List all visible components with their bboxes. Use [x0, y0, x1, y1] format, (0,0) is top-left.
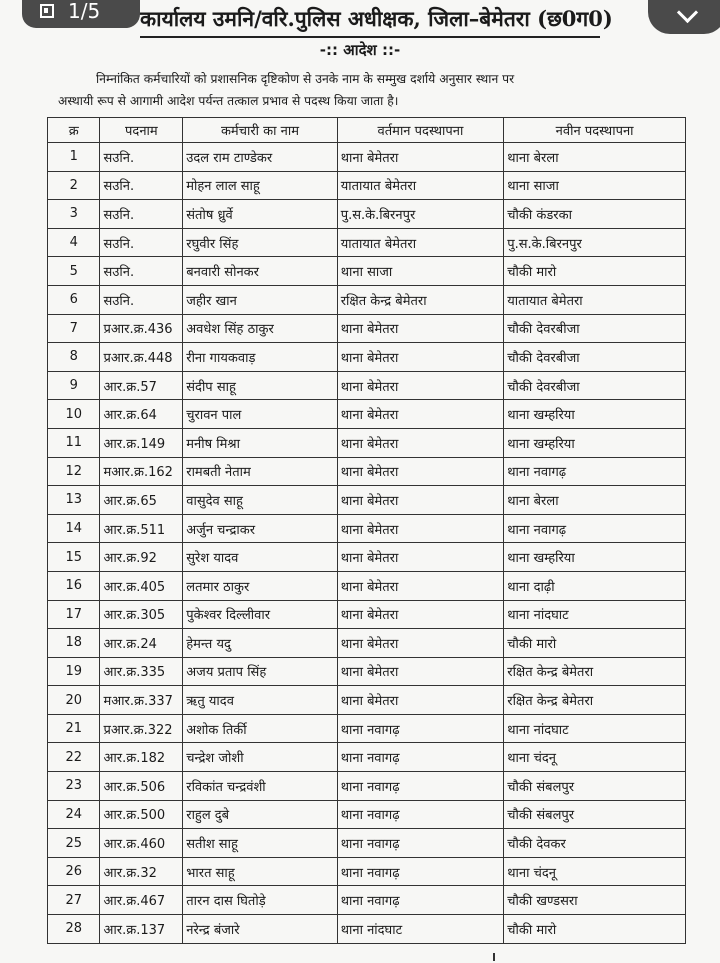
- current-posting-cell: रक्षित केन्द्र बेमेतरा: [337, 285, 504, 314]
- employee-name-cell: उदल राम टाण्डेकर: [183, 143, 337, 172]
- table-row: [48, 343, 686, 372]
- serial-cell: 18: [48, 629, 100, 658]
- employee-name-cell: रविकांत चन्द्रवंशी: [183, 772, 337, 801]
- new-posting-cell: थाना नांदघाट: [504, 714, 686, 743]
- designation-cell: सउनि.: [100, 200, 183, 229]
- header-new-posting: नवीन पदस्थापना: [504, 118, 686, 143]
- table-row: [48, 171, 686, 200]
- table-row: [48, 857, 686, 886]
- new-posting-cell: थाना खम्हरिया: [504, 400, 686, 429]
- serial-cell: 23: [48, 772, 100, 801]
- designation-cell: प्रआर.क्र.448: [100, 343, 183, 372]
- table-row: [48, 686, 686, 715]
- new-posting-cell: चौकी मारो: [504, 629, 686, 658]
- new-posting-cell: थाना दाढ़ी: [504, 571, 686, 600]
- serial-cell: 9: [48, 371, 100, 400]
- new-posting-cell: चौकी देवरबीजा: [504, 371, 686, 400]
- current-posting-cell: थाना नवागढ़: [337, 800, 504, 829]
- employee-name-cell: सुरेश यादव: [183, 543, 337, 572]
- intro-line-1: निम्नांकित कर्मचारियों को प्रशासनिक दृष्टिकोण से उनके नाम के सम्मुख दर्शाये अनुसार स्थान पर: [96, 72, 515, 86]
- designation-cell: आर.क्र.500: [100, 800, 183, 829]
- new-posting-cell: थाना चंदनू: [504, 857, 686, 886]
- new-posting-cell: चौकी खण्डसरा: [504, 886, 686, 915]
- current-posting-cell: थाना बेमेतरा: [337, 543, 504, 572]
- designation-cell: आर.क्र.149: [100, 428, 183, 457]
- new-posting-cell: पु.स.के.बिरनपुर: [504, 228, 686, 257]
- current-posting-cell: यातायात बेमेतरा: [337, 171, 504, 200]
- serial-cell: 17: [48, 600, 100, 629]
- current-posting-cell: थाना बेमेतरा: [337, 428, 504, 457]
- current-posting-cell: थाना नवागढ़: [337, 886, 504, 915]
- table-row: [48, 829, 686, 858]
- employee-name-cell: बनवारी सोनकर: [183, 257, 337, 286]
- employee-name-cell: रघुवीर सिंह: [183, 228, 337, 257]
- page-counter-text: 1/5: [68, 0, 101, 23]
- employee-name-cell: ऋतु यादव: [183, 686, 337, 715]
- current-posting-cell: थाना बेमेतरा: [337, 400, 504, 429]
- employee-name-cell: संतोष ध्रुर्वे: [183, 200, 337, 229]
- serial-cell: 7: [48, 314, 100, 343]
- serial-cell: 27: [48, 886, 100, 915]
- current-posting-cell: थाना बेमेतरा: [337, 514, 504, 543]
- serial-cell: 26: [48, 857, 100, 886]
- table-row: [48, 143, 686, 172]
- serial-cell: 19: [48, 657, 100, 686]
- table-row: [48, 714, 686, 743]
- designation-cell: आर.क्र.460: [100, 829, 183, 858]
- table-row: [48, 428, 686, 457]
- new-posting-cell: थाना बेरला: [504, 486, 686, 515]
- new-posting-cell: थाना नवागढ़: [504, 457, 686, 486]
- new-posting-cell: थाना चंदनू: [504, 743, 686, 772]
- table-row: [48, 543, 686, 572]
- new-posting-cell: चौकी कंडरका: [504, 200, 686, 229]
- current-posting-cell: थाना नवागढ़: [337, 772, 504, 801]
- serial-cell: 3: [48, 200, 100, 229]
- current-posting-cell: थाना साजा: [337, 257, 504, 286]
- new-posting-cell: यातायात बेमेतरा: [504, 285, 686, 314]
- current-posting-cell: थाना बेमेतरा: [337, 457, 504, 486]
- designation-cell: आर.क्र.305: [100, 600, 183, 629]
- employee-name-cell: चुरावन पाल: [183, 400, 337, 429]
- table-row: [48, 772, 686, 801]
- current-posting-cell: थाना बेमेतरा: [337, 600, 504, 629]
- designation-cell: आर.क्र.57: [100, 371, 183, 400]
- current-posting-cell: यातायात बेमेतरा: [337, 228, 504, 257]
- designation-cell: मआर.क्र.162: [100, 457, 183, 486]
- current-posting-cell: थाना बेमेतरा: [337, 343, 504, 372]
- header-serial: क्र: [48, 118, 100, 143]
- employee-name-cell: चन्द्रेश जोशी: [183, 743, 337, 772]
- collapse-button[interactable]: [648, 0, 720, 34]
- designation-cell: आर.क्र.405: [100, 571, 183, 600]
- new-posting-cell: चौकी मारो: [504, 257, 686, 286]
- designation-cell: आर.क्र.467: [100, 886, 183, 915]
- new-posting-cell: थाना नवागढ़: [504, 514, 686, 543]
- employee-name-cell: अवधेश सिंह ठाकुर: [183, 314, 337, 343]
- current-posting-cell: थाना बेमेतरा: [337, 629, 504, 658]
- employee-name-cell: रीना गायकवाड़: [183, 343, 337, 372]
- employee-name-cell: अजय प्रताप सिंह: [183, 657, 337, 686]
- serial-cell: 21: [48, 714, 100, 743]
- new-posting-cell: थाना साजा: [504, 171, 686, 200]
- designation-cell: आर.क्र.137: [100, 915, 183, 944]
- serial-cell: 2: [48, 171, 100, 200]
- employee-name-cell: भारत साहू: [183, 857, 337, 886]
- table-row: [48, 486, 686, 515]
- employee-name-cell: लतमार ठाकुर: [183, 571, 337, 600]
- chevron-down-icon: [676, 1, 697, 22]
- page-counter[interactable]: [22, 0, 140, 28]
- employee-name-cell: पुकेश्वर दिल्लीवार: [183, 600, 337, 629]
- current-posting-cell: थाना नवागढ़: [337, 829, 504, 858]
- current-posting-cell: थाना बेमेतरा: [337, 486, 504, 515]
- serial-cell: 11: [48, 428, 100, 457]
- new-posting-cell: रक्षित केन्द्र बेमेतरा: [504, 686, 686, 715]
- table-row: [48, 371, 686, 400]
- serial-cell: 5: [48, 257, 100, 286]
- designation-cell: आर.क्र.64: [100, 400, 183, 429]
- table-row: [48, 314, 686, 343]
- designation-cell: सउनि.: [100, 171, 183, 200]
- employee-name-cell: मोहन लाल साहू: [183, 171, 337, 200]
- page-icon: [40, 4, 54, 18]
- current-posting-cell: थाना बेमेतरा: [337, 143, 504, 172]
- table-row: [48, 629, 686, 658]
- serial-cell: 10: [48, 400, 100, 429]
- current-posting-cell: पु.स.के.बिरनपुर: [337, 200, 504, 229]
- table-row: [48, 285, 686, 314]
- new-posting-cell: चौकी देवकर: [504, 829, 686, 858]
- serial-cell: 15: [48, 543, 100, 572]
- designation-cell: आर.क्र.511: [100, 514, 183, 543]
- table-body: [48, 143, 686, 944]
- employee-name-cell: सतीश साहू: [183, 829, 337, 858]
- table-row: [48, 514, 686, 543]
- scan-mark: [493, 953, 495, 961]
- serial-cell: 28: [48, 915, 100, 944]
- employee-name-cell: नरेन्द्र बंजारे: [183, 915, 337, 944]
- employee-name-cell: तारन दास घितोड़े: [183, 886, 337, 915]
- serial-cell: 6: [48, 285, 100, 314]
- new-posting-cell: चौकी मारो: [504, 915, 686, 944]
- current-posting-cell: थाना बेमेतरा: [337, 657, 504, 686]
- new-posting-cell: चौकी संबलपुर: [504, 800, 686, 829]
- new-posting-cell: थाना खम्हरिया: [504, 428, 686, 457]
- serial-cell: 25: [48, 829, 100, 858]
- office-header: कार्यालय उमनि/वरि.पुलिस अधीक्षक, जिला–बेमेतरा (छ0ग0): [140, 2, 600, 38]
- intro-paragraph: [58, 68, 688, 112]
- table-header-row: [48, 118, 686, 143]
- current-posting-cell: थाना नवागढ़: [337, 743, 504, 772]
- designation-cell: सउनि.: [100, 285, 183, 314]
- table-row: [48, 657, 686, 686]
- table-row: [48, 200, 686, 229]
- current-posting-cell: थाना बेमेतरा: [337, 571, 504, 600]
- serial-cell: 4: [48, 228, 100, 257]
- employee-name-cell: संदीप साहू: [183, 371, 337, 400]
- serial-cell: 16: [48, 571, 100, 600]
- employee-name-cell: राहुल दुबे: [183, 800, 337, 829]
- current-posting-cell: थाना बेमेतरा: [337, 371, 504, 400]
- table-row: [48, 743, 686, 772]
- order-title: -:: आदेश ::-: [319, 41, 401, 59]
- table-row: [48, 457, 686, 486]
- table-row: [48, 228, 686, 257]
- new-posting-cell: थाना खम्हरिया: [504, 543, 686, 572]
- current-posting-cell: थाना बेमेतरा: [337, 314, 504, 343]
- current-posting-cell: थाना बेमेतरा: [337, 686, 504, 715]
- current-posting-cell: थाना नांदघाट: [337, 915, 504, 944]
- serial-cell: 24: [48, 800, 100, 829]
- employee-name-cell: मनीष मिश्रा: [183, 428, 337, 457]
- serial-cell: 8: [48, 343, 100, 372]
- table-row: [48, 600, 686, 629]
- serial-cell: 12: [48, 457, 100, 486]
- header-current-posting: वर्तमान पदस्थापना: [337, 118, 504, 143]
- employee-name-cell: वासुदेव साहू: [183, 486, 337, 515]
- designation-cell: आर.क्र.32: [100, 857, 183, 886]
- table-row: [48, 886, 686, 915]
- current-posting-cell: थाना नवागढ़: [337, 857, 504, 886]
- designation-cell: आर.क्र.24: [100, 629, 183, 658]
- table-row: [48, 800, 686, 829]
- employee-name-cell: हेमन्त यदु: [183, 629, 337, 658]
- table-row: [48, 915, 686, 944]
- current-posting-cell: थाना नवागढ़: [337, 714, 504, 743]
- new-posting-cell: चौकी देवरबीजा: [504, 314, 686, 343]
- designation-cell: आर.क्र.92: [100, 543, 183, 572]
- designation-cell: प्रआर.क्र.322: [100, 714, 183, 743]
- designation-cell: प्रआर.क्र.436: [100, 314, 183, 343]
- transfer-table: [47, 117, 686, 944]
- designation-cell: सउनि.: [100, 143, 183, 172]
- employee-name-cell: रामबती नेताम: [183, 457, 337, 486]
- new-posting-cell: थाना बेरला: [504, 143, 686, 172]
- designation-cell: सउनि.: [100, 228, 183, 257]
- new-posting-cell: चौकी देवरबीजा: [504, 343, 686, 372]
- designation-cell: आर.क्र.65: [100, 486, 183, 515]
- employee-name-cell: अशोक तिर्की: [183, 714, 337, 743]
- designation-cell: आर.क्र.506: [100, 772, 183, 801]
- serial-cell: 20: [48, 686, 100, 715]
- header-designation: पदनाम: [100, 118, 183, 143]
- header-employee-name: कर्मचारी का नाम: [183, 118, 337, 143]
- designation-cell: मआर.क्र.337: [100, 686, 183, 715]
- serial-cell: 13: [48, 486, 100, 515]
- table-row: [48, 571, 686, 600]
- serial-cell: 22: [48, 743, 100, 772]
- serial-cell: 14: [48, 514, 100, 543]
- new-posting-cell: चौकी संबलपुर: [504, 772, 686, 801]
- new-posting-cell: थाना नांदघाट: [504, 600, 686, 629]
- serial-cell: 1: [48, 143, 100, 172]
- employee-name-cell: अर्जुन चन्द्राकर: [183, 514, 337, 543]
- new-posting-cell: रक्षित केन्द्र बेमेतरा: [504, 657, 686, 686]
- intro-line-2: अस्थायी रूप से आगामी आदेश पर्यन्त तत्काल प्रभाव से पदस्थ किया जाता है।: [58, 94, 399, 108]
- employee-name-cell: जहीर खान: [183, 285, 337, 314]
- designation-cell: आर.क्र.335: [100, 657, 183, 686]
- designation-cell: आर.क्र.182: [100, 743, 183, 772]
- table-row: [48, 257, 686, 286]
- designation-cell: सउनि.: [100, 257, 183, 286]
- table-row: [48, 400, 686, 429]
